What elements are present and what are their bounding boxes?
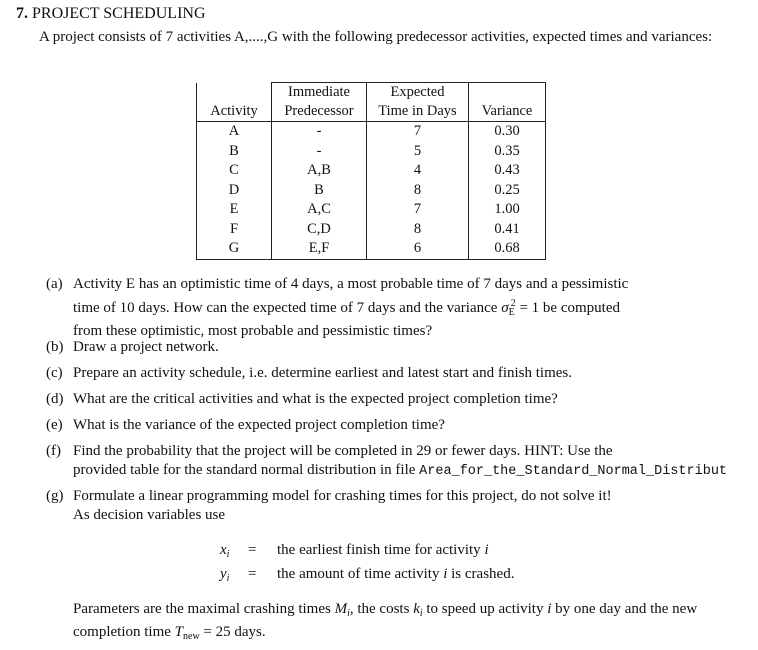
question-label: (d) <box>46 391 64 407</box>
param-symbol: M <box>334 601 348 617</box>
table-cell: E,F <box>272 239 367 259</box>
table-row <box>197 161 546 181</box>
question-b <box>46 338 758 358</box>
question-c <box>46 364 758 384</box>
question-line: Activity E has an optimistic time of 4 days, a most probable time of 7 days and a pessimistic <box>73 276 629 292</box>
header-cell: Expected <box>367 83 469 103</box>
params-text: , the costs <box>349 601 414 617</box>
activity-table <box>196 82 546 260</box>
param-subscript: i <box>347 608 350 619</box>
param-symbol: i <box>547 601 552 617</box>
table-header-row <box>197 102 546 122</box>
section-number: 7. <box>16 5 28 22</box>
table-cell: F <box>197 220 272 240</box>
param-symbol: T <box>174 624 183 640</box>
question-g <box>46 487 758 527</box>
variable-symbol: y <box>220 566 227 582</box>
table-cell: 0.43 <box>469 161 546 181</box>
sigma-symbol: σ <box>501 300 509 316</box>
question-label: (a) <box>46 276 63 292</box>
param-subscript: i <box>419 608 423 619</box>
filename-text: Area_for_the_Standard_Normal_Distribut <box>419 464 728 479</box>
question-label: (g) <box>46 488 64 504</box>
header-cell: Variance <box>469 102 546 122</box>
table-cell: 0.68 <box>469 239 546 259</box>
question-f <box>46 442 758 482</box>
table-cell: 6 <box>367 239 469 259</box>
question-text <box>73 275 733 341</box>
question-text-part: provided table for the standard normal distribution in file <box>73 462 420 478</box>
param-subscript: new <box>183 631 200 642</box>
table-cell: A,C <box>272 200 367 220</box>
description-text: the amount of time activity <box>277 566 444 582</box>
table-cell: B <box>272 181 367 201</box>
question-line <box>73 461 758 481</box>
table-cell: C <box>197 161 272 181</box>
equals-sign: = <box>248 566 257 582</box>
variable-subscript: i <box>226 573 230 584</box>
table-cell: 5 <box>367 142 469 162</box>
table-cell: 7 <box>367 200 469 220</box>
description-text: is crashed. <box>447 566 515 582</box>
sigma-superscript: 2 <box>510 298 516 309</box>
header-cell <box>469 83 546 103</box>
table-cell: - <box>272 142 367 162</box>
question-line: As decision variables use <box>73 507 226 523</box>
question-text-part: time of 10 days. How can the expected time of 7 days and the variance <box>73 300 502 316</box>
table-row <box>197 239 546 259</box>
table-row <box>197 200 546 220</box>
header-cell <box>197 83 272 103</box>
question-text: What is the variance of the expected project completion time? <box>73 417 445 433</box>
definition-description <box>277 564 514 584</box>
description-text: the earliest finish time for activity <box>277 542 485 558</box>
variable-symbol: x <box>220 542 227 558</box>
question-text <box>73 487 733 525</box>
intro-paragraph: A project consists of 7 activities A,....,G with the following predecessor activities, expected times and variances: <box>39 29 713 45</box>
table-cell: E <box>197 200 272 220</box>
params-text: to speed up activity <box>422 601 548 617</box>
table-cell: G <box>197 239 272 259</box>
definition-description <box>277 540 489 560</box>
question-text-part: = 1 be computed <box>515 300 620 316</box>
params-text: = 25 days. <box>199 624 266 640</box>
parameters-paragraph <box>73 600 713 646</box>
variable-subscript: i <box>226 549 230 560</box>
table-row <box>197 181 546 201</box>
table-cell: 8 <box>367 220 469 240</box>
table-cell: - <box>272 122 367 142</box>
table-cell: 1.00 <box>469 200 546 220</box>
equals-sign: = <box>248 542 257 558</box>
table-cell: B <box>197 142 272 162</box>
question-line: Find the probability that the project will be completed in 29 or fewer days. HINT: Use the <box>73 443 613 459</box>
param-symbol: k <box>413 601 420 617</box>
question-a <box>46 275 758 339</box>
table-cell: 0.35 <box>469 142 546 162</box>
table-cell: 0.25 <box>469 181 546 201</box>
question-text: What are the critical activities and what is the expected project completion time? <box>73 391 558 407</box>
table-cell: A <box>197 122 272 142</box>
question-e <box>46 416 758 436</box>
definition-variable <box>220 564 240 589</box>
table-cell: 0.30 <box>469 122 546 142</box>
question-text: Draw a project network. <box>73 339 219 355</box>
question-text: Prepare an activity schedule, i.e. determine earliest and latest start and finish times. <box>73 365 572 381</box>
question-label: (e) <box>46 417 63 433</box>
table-cell: 7 <box>367 122 469 142</box>
table-header-row <box>197 83 546 103</box>
table-cell: A,B <box>272 161 367 181</box>
question-line <box>73 294 733 322</box>
question-label: (f) <box>46 443 61 459</box>
table-cell: C,D <box>272 220 367 240</box>
table-cell: 0.41 <box>469 220 546 240</box>
section-title <box>16 5 206 23</box>
description-variable: i <box>484 542 489 558</box>
description-variable: i <box>443 566 448 582</box>
params-text: Parameters are the maximal crashing times <box>73 601 335 617</box>
table-row <box>197 122 546 142</box>
table-cell: D <box>197 181 272 201</box>
question-d <box>46 390 758 410</box>
question-label: (c) <box>46 365 63 381</box>
table-row <box>197 142 546 162</box>
params-text: by one day and the new completion time <box>73 601 698 640</box>
header-cell: Immediate <box>272 83 367 103</box>
definition-variable <box>220 540 240 565</box>
question-label: (b) <box>46 339 64 355</box>
table-row <box>197 220 546 240</box>
sigma-subscript: E <box>508 307 515 318</box>
question-line: from these optimistic, most probable and pessimistic times? <box>73 323 433 339</box>
header-cell: Activity <box>197 102 272 122</box>
section-title-text: PROJECT SCHEDULING <box>32 5 206 22</box>
question-text <box>73 442 758 481</box>
header-cell: Time in Days <box>367 102 469 122</box>
header-cell: Predecessor <box>272 102 367 122</box>
question-line: Formulate a linear programming model for crashing times for this project, do not solve it! <box>73 488 612 504</box>
table-cell: 4 <box>367 161 469 181</box>
table-cell: 8 <box>367 181 469 201</box>
